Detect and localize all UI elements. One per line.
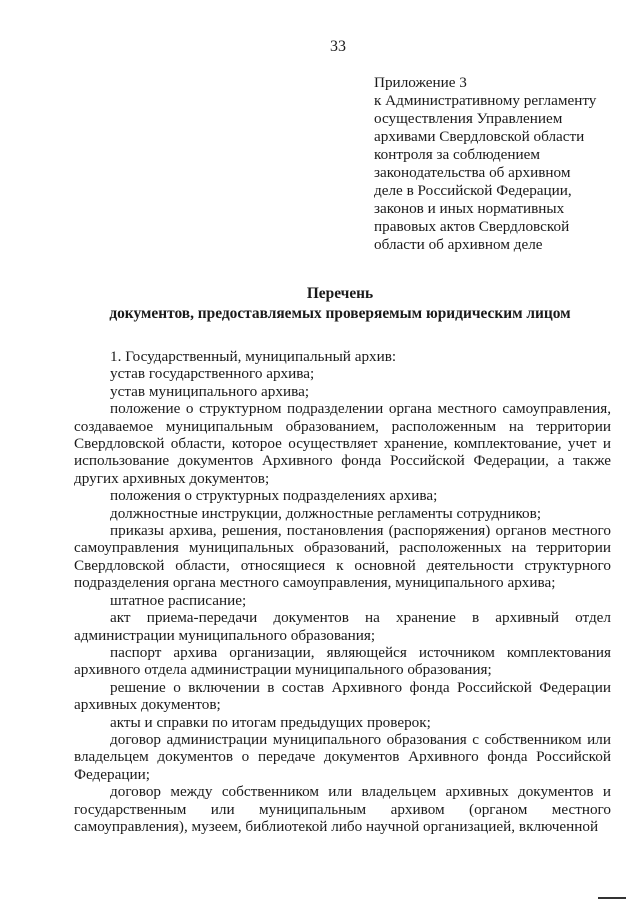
appendix-line: Приложение 3: [374, 74, 467, 91]
appendix-line: архивами Свердловской области: [374, 128, 585, 145]
appendix-line: к Административному регламенту: [374, 92, 597, 109]
appendix-line: деле в Российской Федерации,: [374, 182, 572, 199]
document-body: [74, 348, 611, 835]
paragraph: решение о включении в состав Архивного фонда Российской Федерации архивных документов;: [74, 678, 611, 714]
paragraph: договор администрации муниципального образования с собственником или владельцем документов о передаче документов Архивного фонда Российской Федерации;: [74, 730, 611, 783]
paragraph: положения о структурных подразделениях архива;: [110, 487, 438, 505]
appendix-line: законодательства об архивном: [374, 164, 571, 181]
page-number: 33: [330, 38, 346, 55]
scan-corner-mark: [598, 897, 626, 899]
appendix-line: законов и иных нормативных: [374, 200, 565, 217]
paragraph: акты и справки по итогам предыдущих проверок;: [110, 713, 431, 731]
paragraph: 1. Государственный, муниципальный архив:: [110, 348, 397, 365]
paragraph: штатное расписание;: [110, 591, 247, 609]
paragraph: устав государственного архива;: [110, 365, 315, 383]
appendix-line: осуществления Управлением: [374, 110, 563, 127]
appendix-line: контроля за соблюдением: [374, 146, 540, 163]
paragraph: должностные инструкции, должностные регламенты сотрудников;: [110, 504, 542, 522]
paragraph: договор между собственником или владельцем архивных документов и государственным или муниципальным архивом (органом местного самоуправления), музеем, библиотекой либо научной организацией, включенной: [74, 783, 611, 835]
document-title: [70, 284, 610, 324]
title-line-2: документов, предоставляемых проверяемым юридическим лицом: [109, 305, 571, 322]
paragraph: паспорт архива организации, являющейся источником комплектования архивного отдела администрации муниципального образования;: [74, 643, 611, 679]
title-line-1: Перечень: [306, 285, 374, 302]
paragraph: акт приема-передачи документов на хранение в архивный отдел администрации муниципального образования;: [74, 609, 611, 644]
paragraph: положение о структурном подразделении органа местного самоуправления, создаваемое муниципальным образованием, расположенным на территории Свердловской области, которое осуществляет хранение, комплектование, учет и использование документов Архивного фонда Российской Федерации, а также других архивных документов;: [74, 400, 611, 487]
paragraph: устав муниципального архива;: [110, 382, 310, 400]
appendix-line: правовых актов Свердловской: [374, 218, 570, 235]
appendix-line: области об архивном деле: [374, 236, 543, 253]
appendix-note: [374, 74, 624, 254]
paragraph: приказы архива, решения, постановления (распоряжения) органов местного самоуправления муниципальных образований, расположенных на территории Свердловской области, относящиеся к основной деятельности структурного подразделения органа местного самоуправления, муниципального архива;: [74, 522, 611, 592]
